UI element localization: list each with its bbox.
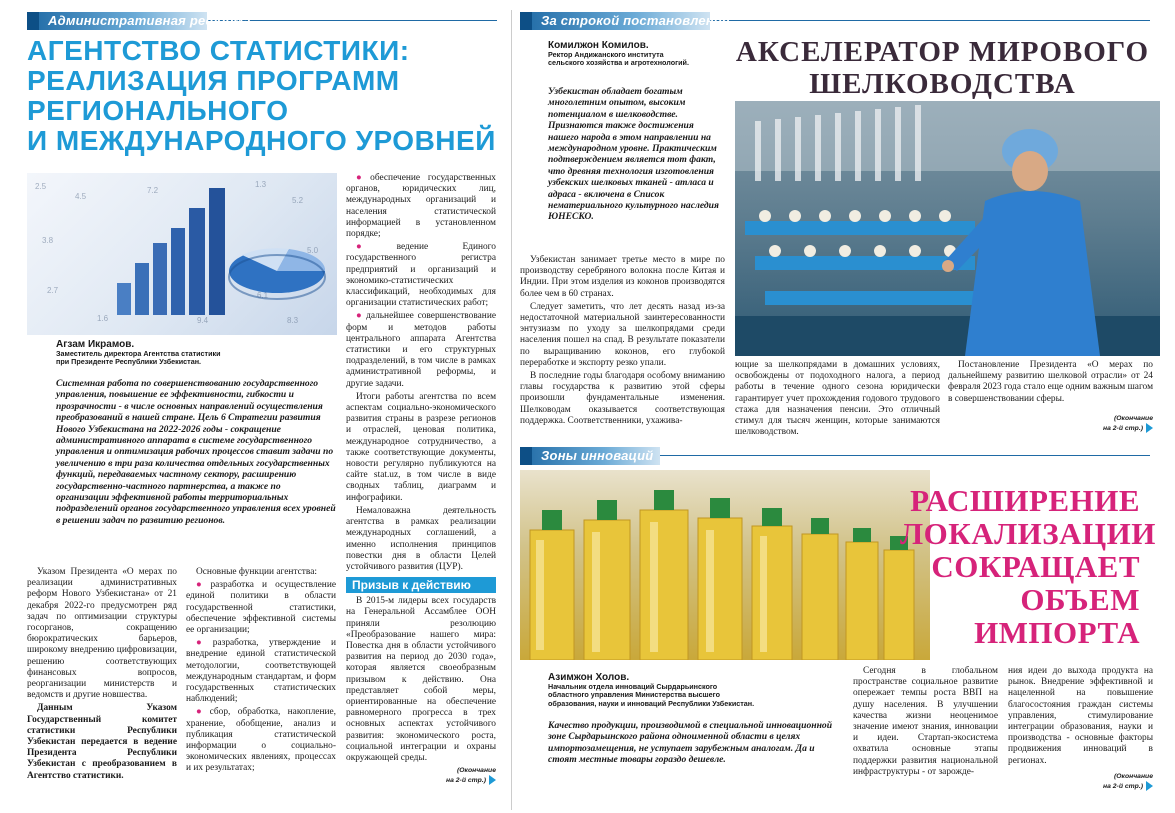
list-item: ● разработка и осуществление единой политики в области государственной статистики, обеспечение эффективной системы ее организации; — [186, 580, 336, 636]
paragraph: Немаловажна деятельность агентства в рамках реализации международных соглашений, а именно исполнения принципов повестки дня в области Целей устойчивого развития (ЦУР). — [346, 505, 496, 572]
paragraph: В 2015-м лидеры всех государств на Генеральной Ассамблее ООН приняли резолюцию «Преобразование нашего мира: Повестка дня в области устойчивого развития на период до 2030 года», которая является своеобразным призывом к действию. Она представляет собой меры, ориентированные на обеспечение равномерного прогресса в трех основных аспектах устойчивого развития: экономического роста, социальной интеграции и охраны окружающей среды. — [346, 596, 496, 763]
chart-illustration-icon — [27, 173, 337, 335]
photo-number: 2.7 — [47, 286, 59, 295]
lead-paragraph: Системная работа по совершенствованию государственного управления, повышение ее эффективности, гибкости и прозрачности - в числе основных направлений осуществления преобразований в нашей стране. Цель 6 Стратегии развития Нового Узбекистана на 2022-2026 годы - сокращение административного аппарата в системе государственного управления и оптимизация рабочих процессов ставит задачи по увеличению в три раза количества отдельных государственных функций, передаваемых частному сектору, расширению государственно-частного партнерства, а также по организации эффективной работы территориальных подразделений органов государственного управления всех уровней в решении задач по развитию регионов. — [56, 378, 336, 526]
list-item: ● ведение Единого государственного регистра предприятий и организаций и экономико-статистических классификаций, необходимых для организации статистических работ; — [346, 242, 496, 309]
paragraph: ния идеи до выхода продукта на рынок. Внедрение эффективной и нацеленной на повышение благосостояния граждан системы управления, стимулирование интеграции образования, науки и производства - основные факторы продвижения инноваций в регионах. — [1008, 666, 1153, 766]
arrow-right-icon — [489, 775, 496, 785]
section-title: РАСШИРЕНИЕ ЛОКАЛИЗАЦИИ СОКРАЩАЕТ ОБЪЕМ ИМПОРТА — [900, 483, 1156, 650]
photo-number: 1.3 — [255, 180, 267, 189]
photo-number: 7.2 — [147, 186, 159, 195]
left-column-2 — [186, 567, 336, 777]
paragraph: Указом Президента «О мерах по реализации административных реформ Нового Узбекистана» от 21 декабря 2022-го предусмотрен ряд задач по оптимизации структуры госорганов, сокращению бюрократических барьеров, широкому внедрению цифровизации, решению соответствующих финансовых вопросов, реорганизации министерств и ведомств и другие новшества. — [27, 567, 177, 701]
page-title: АКСЕЛЕРАТОР МИРОВОГО ШЕЛКОВОДСТВА — [735, 36, 1150, 100]
author-name: Комилжон Комилов. — [548, 40, 649, 51]
paragraph: Следует заметить, что лет десять назад из-за недостаточной материальной заинтересованности энтузиазм по уходу за шелкопрядами среди населения пошел на спад. В результате показатели по выращиванию коконов, его глубокой переработке и экспорту резко упали. — [520, 301, 725, 368]
photo-number: 2.5 — [35, 182, 47, 191]
right-column-4 — [853, 666, 998, 780]
author-byline — [548, 40, 728, 68]
photo-number: 8.3 — [287, 316, 299, 325]
right-column-2 — [735, 360, 940, 440]
bottles-illustration-icon — [520, 470, 930, 660]
lead-paragraph: Качество продукции, производимой в специальной инновационной зоне Сырдарьинского района одноименной области в целях импортозамещения, не уступает зарубежным аналогам. Да и стоят местные товары гораздо дешевле. — [548, 720, 833, 766]
section-label: За строкой постановления — [541, 13, 730, 28]
page-title: АГЕНТСТВО СТАТИСТИКИ: РЕАЛИЗАЦИЯ ПРОГРАММ РЕГИОНАЛЬНОГО И МЕЖДУНАРОДНОГО УРОВНЕЙ — [27, 35, 496, 156]
bullet-icon: ● — [356, 311, 364, 322]
list-item: ● разработка, утверждение и внедрение единой статистической методологии, соответствующей международным стандартам, и форм государственных статистических наблюдений; — [186, 638, 337, 705]
page-divider — [511, 10, 512, 810]
continued-note: (Окончание на 2-й стр.) — [1103, 414, 1153, 432]
lead-paragraph: Узбекистан обладает богатым многолетним опытом, высоким потенциалом в шелководстве. Признаются также достижения нашего народа в этом направлении на международном уровне. Практическим подтверждением является тот факт, что древняя технология изготовления узбекских шелковых тканей - атласа и адраса - включена в Список нематериального культурного наследия ЮНЕСКО. — [548, 86, 719, 223]
photo-number: 9.4 — [197, 316, 209, 325]
arrow-right-icon — [1146, 423, 1153, 433]
photo-number: 5.2 — [292, 196, 304, 205]
paragraph: Постановление Президента «О мерах по дальнейшему развитию шелковой отрасли» от 24 февраля 2023 года стало еще одним важным шагом в совершенствовании сферы. — [948, 360, 1153, 404]
list-item: ● обеспечение государственных органов, юридических лиц, международных организаций и населения статистической информацией в установленном порядке; — [346, 173, 496, 240]
statistics-chart-photo — [27, 173, 337, 335]
photo-number: 3.8 — [42, 236, 54, 245]
paragraph: Основные функции агентства: — [196, 567, 317, 577]
bullet-icon: ● — [356, 242, 394, 253]
arrow-right-icon — [1146, 781, 1153, 791]
author-role: Начальник отдела инноваций Сырдарьинского областного управления Министерства высшего образования, науки и инноваций Республики Узбекистан. — [548, 682, 755, 708]
paragraph: Итоги работы агентства по всем аспектам социально-экономического развития страны в разрезе регионов и отраслей, ценовая политика, международное сотрудничество, а также соответствующие документы, новости регулярно публикуются на сайте stat.uz, в том числе в виде сводных таблиц, диаграмм и инфографики. — [346, 391, 496, 503]
paragraph: Узбекистан занимает третье место в мире по производству серебряного волокна после Китая и Индии. При этом изделия из коконов производятся более чем в 60 странах. — [520, 255, 725, 299]
subheading: Призыв к действию — [346, 577, 496, 593]
right-column-3 — [948, 360, 1153, 433]
section-label: Административная реформа — [48, 13, 251, 28]
photo-number: 4.5 — [75, 192, 87, 201]
bullet-icon: ● — [196, 707, 207, 718]
section-label: Зоны инноваций — [541, 448, 654, 463]
photo-number: 1.6 — [97, 314, 109, 323]
bullet-icon: ● — [356, 173, 368, 183]
author-role: Заместитель директора Агентства статистики при Президенте Республики Узбекистан. — [56, 349, 221, 367]
bullet-icon: ● — [196, 638, 210, 649]
left-column-1 — [27, 567, 177, 784]
left-column-3 — [346, 173, 496, 785]
paragraph: В последние годы благодаря особому вниманию главы государства к развитию этой сферы произошли фундаментальные изменения. Шелководам оказывается соответствующая поддержка. Соответственники, ухажива- — [520, 371, 725, 426]
author-role: Ректор Андижанского института сельского хозяйства и агротехнологий. — [548, 50, 689, 68]
list-item: ● дальнейшее совершенствование форм и методов работы центрального аппарата Агентства статистики и его структурных подразделений, в том числе в рамках административной реформы, и другие задачи. — [346, 311, 496, 389]
author-byline — [56, 339, 316, 367]
author-byline — [548, 672, 848, 708]
photo-number: 6.1 — [257, 291, 269, 300]
bullet-icon: ● — [196, 580, 208, 591]
author-name: Азимжон Холов. — [548, 672, 630, 683]
paragraph: ющие за шелкопрядами в домашних условиях, освобождены от подоходного налога, а период работы в течение одного сезона юридически гарантирует учет прохождения годового трудового стажа для назначения пенсии. Это отличный стимул для тысяч женщин, которые занимаются шелководством. — [735, 360, 940, 438]
continued-note: (Окончание на 2-й стр.) — [1103, 772, 1153, 790]
photo-number: 5.0 — [307, 246, 319, 255]
paragraph: Данным Указом Государственный комитет статистики Республики Узбекистан передается в ведение Президента Республики Узбекистан с преобразованием в Агентство статистики. — [27, 703, 177, 781]
paragraph: Сегодня в глобальном пространстве социальное развитие опережает темпы роста ВВП на душу населения. В улучшении качества жизни неоценимое значение имеют знания, инновации и идеи. Стартап-экосистема охватила основные этапы поддержки развития национальной инфраструктуры - от зарожде- — [853, 666, 998, 777]
oil-bottles-photo — [520, 470, 930, 660]
silk-factory-photo — [735, 101, 1160, 356]
list-item: ● сбор, обработка, накопление, хранение, обобщение, анализ и публикация статистической информации о социально-экономических явлениях, процессах и их результатах; — [186, 707, 336, 774]
factory-worker-illustration-icon — [735, 101, 1160, 356]
continued-note: (Окончание на 2-й стр.) — [446, 767, 496, 784]
right-column-1 — [520, 255, 725, 429]
author-name: Агзам Икрамов. — [56, 339, 135, 350]
right-column-5 — [1008, 666, 1153, 791]
